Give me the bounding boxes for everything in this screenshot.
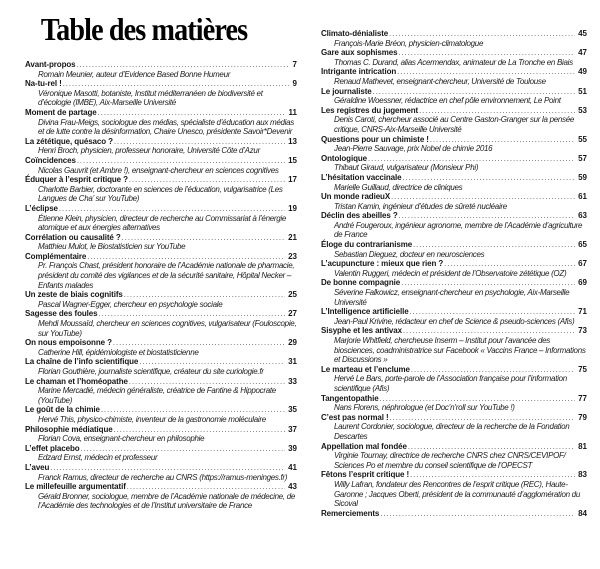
toc-entry <box>321 413 587 442</box>
toc-entry <box>321 326 587 364</box>
entry-page-number: 23 <box>288 251 297 261</box>
entry-authors: Willy Lafran, fondateur des Rencontres de l’esprit critique (REC), Haute-Garonne ; Jacques Oberti, président de la communauté d’agglomération du Sicoval <box>334 479 580 509</box>
toc-entry-line <box>321 470 587 480</box>
entry-authors: Séverine Falkowicz, enseignant-chercheur en psychologie, Aix-Marseille Université <box>334 288 570 307</box>
entry-authors: Florian Cova, enseignant-chercheur en philosophie <box>38 434 205 444</box>
entry-title: Fêtons l’esprit critique ! <box>321 470 410 480</box>
toc-entry-line <box>25 137 297 147</box>
entry-title: La chaîne de l’info scientifique <box>25 357 139 367</box>
entry-page-number: 25 <box>288 290 297 300</box>
toc-entry <box>25 252 297 290</box>
entry-title: Un monde radieuX <box>321 192 391 202</box>
entry-title: Les registres du jugement <box>321 105 419 115</box>
toc-entry-line <box>321 413 587 423</box>
entry-title: L’aveu <box>25 462 50 472</box>
entry-title: C’est pas normal ! <box>321 412 389 422</box>
entry-title: Moment de partage <box>25 107 97 117</box>
toc-entry-line <box>321 307 587 317</box>
dot-leader <box>98 309 285 319</box>
entry-title: L’hésitation vaccinale <box>321 172 402 182</box>
toc-entry <box>25 377 297 406</box>
dot-leader <box>50 463 285 473</box>
dot-leader <box>398 48 575 58</box>
entry-title: L’effet placebo <box>25 443 80 453</box>
entry-authors: Tristan Kamin, ingénieur d’études de sûreté nucléaire <box>334 201 507 211</box>
toc-entry-line <box>25 60 297 70</box>
entry-authors: Pascal Wagner-Egger, chercheur en psychologie sociale <box>38 299 223 309</box>
toc-entry <box>25 309 297 338</box>
entry-title: Le chaman et l’homéopathe <box>25 376 128 386</box>
toc-entry <box>25 357 297 376</box>
dot-leader <box>114 425 286 435</box>
toc-entry-line <box>321 211 587 221</box>
dot-leader <box>368 154 575 164</box>
entry-title: Coïncidences <box>25 155 76 165</box>
entry-page-number: 35 <box>288 405 297 415</box>
entry-page-number: 77 <box>578 393 587 403</box>
toc-entry <box>25 79 297 108</box>
entry-page-number: 15 <box>288 155 297 165</box>
entry-authors: Valentin Ruggeri, médecin et président de l’Observatoire zététique (OZ) <box>334 268 567 278</box>
toc-entry-line <box>321 192 587 202</box>
toc-entry <box>321 278 587 307</box>
entry-authors: Sebastian Dieguez, docteur en neurosciences <box>334 249 485 259</box>
toc-entry-line <box>321 326 587 336</box>
entry-page-number: 73 <box>578 326 587 336</box>
toc-entry-line <box>321 29 587 39</box>
toc-entry <box>321 192 587 211</box>
toc-entry-line <box>321 259 587 269</box>
dot-leader <box>430 135 575 145</box>
toc-entry-line <box>25 290 297 300</box>
entry-page-number: 45 <box>578 29 587 38</box>
toc-entry <box>321 87 587 106</box>
entry-title: Tangentopathie <box>321 393 379 403</box>
entry-title: Remerciements <box>321 508 380 518</box>
entry-page-number: 67 <box>578 259 587 269</box>
entry-title: Un zeste de biais cognitifs <box>25 290 123 300</box>
dot-leader <box>124 290 285 300</box>
toc-entry <box>321 509 587 519</box>
entry-authors: Mehdi Moussaïd, chercheur en sciences cognitives, vulgarisateur (Fouloscopie, sur YouTube) <box>38 319 297 338</box>
dot-leader <box>401 278 575 288</box>
entry-page-number: 83 <box>578 470 587 480</box>
entry-title: Corrélation ou causalité ? <box>25 232 121 242</box>
toc-entry <box>25 233 297 252</box>
toc-entry-line <box>25 204 297 214</box>
dot-leader <box>391 192 575 202</box>
toc-entry-line <box>25 175 297 185</box>
entry-authors: Jean-Paul Krivine, rédacteur en chef de Science & pseudo-sciences (Afis) <box>334 316 575 326</box>
dot-leader <box>403 326 575 336</box>
toc-entry-line <box>25 444 297 454</box>
toc-entry <box>321 442 587 471</box>
toc-entry-line <box>25 405 297 415</box>
entry-authors: Virginie Tournay, directrice de recherche CNRS chez CNRS/CEVIPOF/ Sciences Po et membre du conseil scientifique de l’OPECST <box>334 451 566 470</box>
entry-page-number: 79 <box>578 412 587 422</box>
toc-column-right <box>321 29 587 518</box>
dot-leader <box>98 108 286 118</box>
dot-leader <box>373 87 575 97</box>
toc-entry <box>321 365 587 394</box>
entry-page-number: 81 <box>578 441 587 451</box>
entry-title: Sisyphe et les antivax <box>321 326 402 336</box>
entry-title: L’éclipse <box>25 203 58 213</box>
dot-leader <box>413 240 575 250</box>
toc-entry <box>25 137 297 156</box>
toc-entry <box>321 307 587 326</box>
entry-page-number: 33 <box>288 376 297 386</box>
entry-authors: Pr. François Chast, président honoraire de l’Académie nationale de pharmacie, président du comité des vigilances et de la sécurité sanitaire, Hôpital Necker – Enfants malades <box>38 261 295 290</box>
entry-authors: Thibaut Giraud, vulgarisateur (Monsieur Phi) <box>334 163 479 173</box>
toc-entry-line <box>321 154 587 164</box>
entry-page-number: 61 <box>578 192 587 202</box>
dot-leader <box>129 175 285 185</box>
entry-page-number: 31 <box>288 357 297 367</box>
entry-page-number: 27 <box>288 309 297 319</box>
toc-entry <box>25 290 297 309</box>
toc-entry <box>321 48 587 67</box>
toc-entry-line <box>321 87 587 97</box>
entry-page-number: 71 <box>578 307 587 317</box>
dot-leader <box>410 470 575 480</box>
toc-column-left <box>25 60 297 511</box>
toc-entry <box>321 67 587 86</box>
toc-entry <box>25 444 297 463</box>
entry-page-number: 19 <box>288 203 297 213</box>
entry-page-number: 39 <box>288 443 297 453</box>
toc-entry-line <box>25 463 297 473</box>
entry-page-number: 51 <box>578 86 587 96</box>
toc-entry-line <box>321 240 587 250</box>
dot-leader <box>122 233 285 243</box>
dot-leader <box>397 67 575 77</box>
entry-page-number: 63 <box>578 211 587 221</box>
toc-entry <box>25 60 297 79</box>
entry-page-number: 29 <box>288 338 297 348</box>
entry-page-number: 17 <box>288 175 297 185</box>
toc-entry-line <box>321 442 587 452</box>
toc-entry-line <box>321 173 587 183</box>
entry-authors: Renaud Mathevet, enseignant-chercheur, Université de Toulouse <box>334 76 546 86</box>
toc-entry-line <box>25 309 297 319</box>
entry-title: De bonne compagnie <box>321 278 401 288</box>
dot-leader <box>444 259 575 269</box>
entry-authors: Nans Florens, néphrologue (et Doc’n’roll sur YouTube !) <box>334 403 515 413</box>
toc-entry <box>25 204 297 233</box>
entry-title: Intrigante intrication <box>321 67 397 77</box>
toc-entry-line <box>25 357 297 367</box>
toc-entry <box>25 156 297 175</box>
entry-authors: Géraldine Woessner, rédactrice en chef pôle environnement, Le Point <box>334 96 561 106</box>
toc-entry-line <box>25 482 297 492</box>
entry-title: Le millefeuille argumentatif <box>25 482 126 492</box>
entry-title: Gare aux sophismes <box>321 48 398 58</box>
dot-leader <box>59 204 285 214</box>
entry-title: Sagesse des foules <box>25 309 98 319</box>
entry-authors: Edzard Ernst, médecin et professeur <box>38 453 158 463</box>
entry-title: Climato-dénialiste <box>321 29 389 38</box>
entry-title: Éloge du contrarianisme <box>321 240 413 250</box>
toc-entry <box>321 211 587 240</box>
toc-entry <box>321 240 587 259</box>
toc-entry <box>321 470 587 508</box>
dot-leader <box>87 252 285 262</box>
toc-entry <box>25 425 297 444</box>
toc-entry-line <box>25 338 297 348</box>
dot-leader <box>390 413 576 423</box>
toc-entry-line <box>25 156 297 166</box>
toc-entry-line <box>25 79 297 89</box>
entry-page-number: 41 <box>288 462 297 472</box>
entry-authors: Florian Gouthière, journaliste scientifique, créateur du site curiologie.fr <box>38 367 264 376</box>
entry-authors: Franck Ramus, directeur de recherche au CNRS (https://ramus-meninges.fr) <box>38 472 288 482</box>
entry-title: Avant-propos <box>25 60 76 69</box>
entry-title: Philosophie médiatique <box>25 424 113 434</box>
entry-authors: Denis Caroti, chercheur associé au Centre Gaston-Granger sur la pensée critique, CNRS-Aix-Marseille Université <box>334 115 575 134</box>
entry-authors: Véronique Masotti, botaniste, Institut méditerranéen de biodiversité et d’écologie (IMBE), Aix-Marseille Université <box>38 88 263 108</box>
entry-page-number: 47 <box>578 48 587 58</box>
toc-entry-line <box>25 425 297 435</box>
toc-entry-line <box>321 106 587 116</box>
entry-authors: Charlotte Barbier, doctorante en sciences de l’éducation, vulgarisatrice (Les Langues de Cha’ sur YouTube) <box>38 184 283 204</box>
toc-entry <box>25 405 297 424</box>
dot-leader <box>114 137 285 147</box>
entry-title: Déclin des abeilles ? <box>321 211 398 221</box>
entry-title: Le journaliste <box>321 86 372 96</box>
entry-title: Ontologique <box>321 153 368 163</box>
entry-authors: Gérald Bronner, sociologue, membre de l’Académie nationale de médecine, de l’Académie des technologies et de l’Institut universitaire de France <box>38 491 296 511</box>
toc-entry-line <box>25 377 297 387</box>
toc-entry <box>321 259 587 278</box>
entry-authors: Hervé Le Bars, porte-parole de l’Association française pour l’information scientifique (Afis) <box>334 374 567 393</box>
dot-leader <box>389 29 575 39</box>
toc-entry-line <box>25 108 297 118</box>
entry-title: Éduquer à l’esprit critique ? <box>25 175 128 185</box>
entry-page-number: 57 <box>578 153 587 163</box>
entry-authors: François-Marie Bréon, physicien-climatologue <box>334 38 484 48</box>
toc-entry-line <box>321 135 587 145</box>
dot-leader <box>380 509 575 519</box>
toc-entry-line <box>321 48 587 58</box>
dot-leader <box>410 307 576 317</box>
dot-leader <box>77 60 290 70</box>
entry-authors: Marine Mercadié, médecin généraliste, créatrice de Fantine & Hippocrate (YouTube) <box>38 386 276 405</box>
entry-title: L’acupuncture : mieux que rien ? <box>321 259 444 269</box>
toc-entry <box>25 338 297 357</box>
entry-page-number: 65 <box>578 240 587 250</box>
toc-entry-line <box>25 252 297 262</box>
entry-page-number: 43 <box>288 482 297 492</box>
entry-page-number: 84 <box>578 508 587 518</box>
entry-title: Questions pour un chimiste ! <box>321 134 429 144</box>
entry-authors: Nicolas Gauvrit (et Ambre !), enseignant-chercheur en sciences cognitives <box>38 165 279 175</box>
entry-page-number: 59 <box>578 172 587 182</box>
entry-page-number: 21 <box>288 232 297 242</box>
entry-authors: Catherine Hill, épidémiologiste et biostatisticienne <box>38 347 199 357</box>
dot-leader <box>408 442 575 452</box>
entry-title: Na-tu-rel ! <box>25 79 62 89</box>
entry-title: Appellation mal fondée <box>321 441 407 451</box>
entry-page-number: 11 <box>288 107 297 117</box>
entry-title: L’Intelligence artificielle <box>321 307 409 317</box>
toc-entry-line <box>25 233 297 243</box>
entry-authors: Hervé This, physico-chimiste, inventeur de la gastronomie moléculaire <box>38 414 266 424</box>
entry-page-number: 69 <box>578 278 587 288</box>
entry-authors: Marielle Guillaud, directrice de cliniques <box>334 182 463 192</box>
entry-title: Complémentaire <box>25 251 87 261</box>
entry-authors: Étienne Klein, physicien, directeur de recherche au Commissariat à l’énergie atomique et aux énergies alternatives <box>38 213 287 233</box>
dot-leader <box>113 338 285 348</box>
dot-leader <box>139 357 285 367</box>
entry-page-number: 49 <box>578 67 587 77</box>
toc-entry <box>25 463 297 482</box>
toc-entry <box>25 108 297 137</box>
entry-authors: Henri Broch, physicien, professeur honoraire, Université Côte d’Azur <box>38 146 260 156</box>
dot-leader <box>81 444 286 454</box>
toc-entry <box>25 175 297 204</box>
dot-leader <box>77 156 285 166</box>
entry-page-number: 7 <box>292 60 297 69</box>
toc-entry-line <box>321 278 587 288</box>
entry-authors: Thomas C. Durand, alias Acermendax, animateur de La Tronche en Biais <box>334 57 573 67</box>
entry-page-number: 37 <box>288 424 297 434</box>
toc-entry <box>321 394 587 413</box>
dot-leader <box>403 173 576 183</box>
toc-entry <box>25 482 297 511</box>
entry-title: On nous empoisonne ? <box>25 338 112 348</box>
toc-entry <box>321 154 587 173</box>
entry-page-number: 75 <box>578 364 587 374</box>
toc-entry-line <box>321 394 587 404</box>
entry-authors: André Fougeroux, ingénieur agronome, membre de l’Académie d’agriculture de France <box>334 220 583 240</box>
entry-authors: Divina Frau-Meigs, sociologue des médias, spécialiste d’éducation aux médias et de lutte contre la désinformation, Chaire Unesco, présidente Savoir*Devenir <box>38 117 295 137</box>
toc-entry <box>321 29 587 48</box>
entry-title: Le marteau et l’enclume <box>321 364 410 374</box>
toc-entry <box>321 173 587 192</box>
entry-authors: Romain Meunier, auteur d’Evidence Based Bonne Humeur <box>38 69 231 79</box>
entry-title: La zététique, quésaco ? <box>25 136 113 146</box>
toc-entry <box>321 106 587 135</box>
toc-entry-line <box>321 509 587 519</box>
toc-entry-line <box>321 67 587 77</box>
entry-authors: Jean-Pierre Sauvage, prix Nobel de chimie 2016 <box>334 144 493 154</box>
entry-page-number: 13 <box>288 136 297 146</box>
dot-leader <box>411 365 575 375</box>
dot-leader <box>380 394 576 404</box>
entry-title: Le goût de la chimie <box>25 405 100 415</box>
entry-page-number: 53 <box>578 105 587 115</box>
toc-entry <box>321 135 587 154</box>
page-title: Table des matières <box>40 11 248 47</box>
entry-authors: Laurent Cordonier, sociologue, directeur de la recherche de la Fondation Descartes <box>334 422 570 441</box>
entry-page-number: 9 <box>292 79 297 89</box>
toc-entry-line <box>321 365 587 375</box>
entry-page-number: 55 <box>578 134 587 144</box>
dot-leader <box>101 405 285 415</box>
dot-leader <box>63 79 290 89</box>
dot-leader <box>419 106 575 116</box>
entry-authors: Marjorie Whitfield, chercheuse Inserm – Institut pour l’avancée des biosciences, coadministratrice sur Facebook « Vaccins France – Informations et Discussions » <box>334 336 586 365</box>
dot-leader <box>127 482 285 492</box>
dot-leader <box>399 211 575 221</box>
entry-authors: Matthieu Mulot, le Biostatisticien sur YouTube <box>38 242 186 252</box>
dot-leader <box>129 377 285 387</box>
